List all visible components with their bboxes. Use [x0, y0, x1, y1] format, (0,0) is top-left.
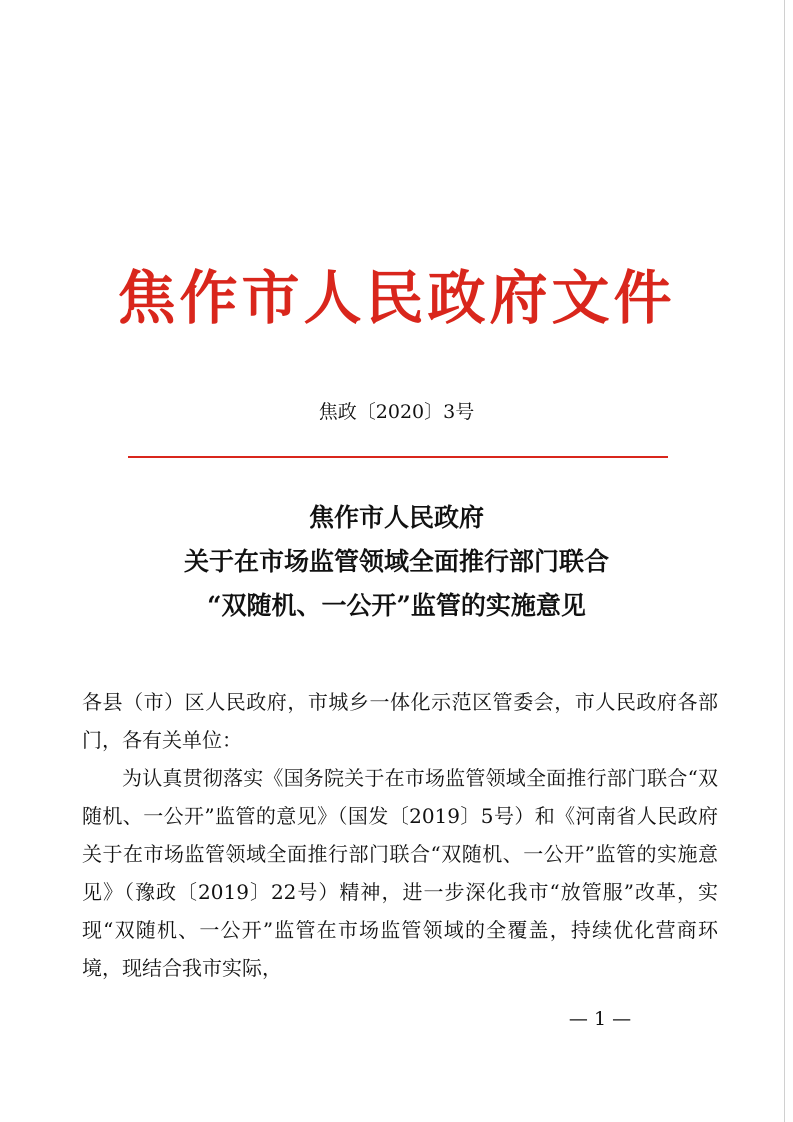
document-title	[0, 496, 793, 628]
title-line-1: 焦作市人民政府	[308, 503, 484, 532]
title-line-2: 关于在市场监管领域全面推行部门联合	[183, 547, 609, 576]
title-line-3: “双随机、一公开”监管的实施意见	[207, 591, 586, 620]
document-header-title: 焦作市人民政府文件	[117, 264, 676, 332]
scan-edge-line	[784, 0, 785, 1122]
document-number: 焦政〔2020〕3号	[318, 401, 475, 423]
page-number: — 1 —	[568, 1008, 632, 1030]
red-separator-line	[128, 456, 668, 458]
body-paragraph: 为认真贯彻落实《国务院关于在市场监管领域全面推行部门联合“双随机、一公开”监管的意见》（国发〔2019〕5号）和《河南省人民政府关于在市场监管领域全面推行部门联合“双随机、一公开”监管的实施意见》（豫政〔2019〕22号）精神，进一步深化我市“放管服”改革，实现“双随机、一公开”监管在市场监管领域的全覆盖，持续优化营商环境，现结合我市实际，	[82, 766, 718, 980]
document-body	[82, 683, 718, 987]
salutation: 各县（市）区人民政府，市城乡一体化示范区管委会，市人民政府各部门，各有关单位：	[82, 690, 718, 752]
